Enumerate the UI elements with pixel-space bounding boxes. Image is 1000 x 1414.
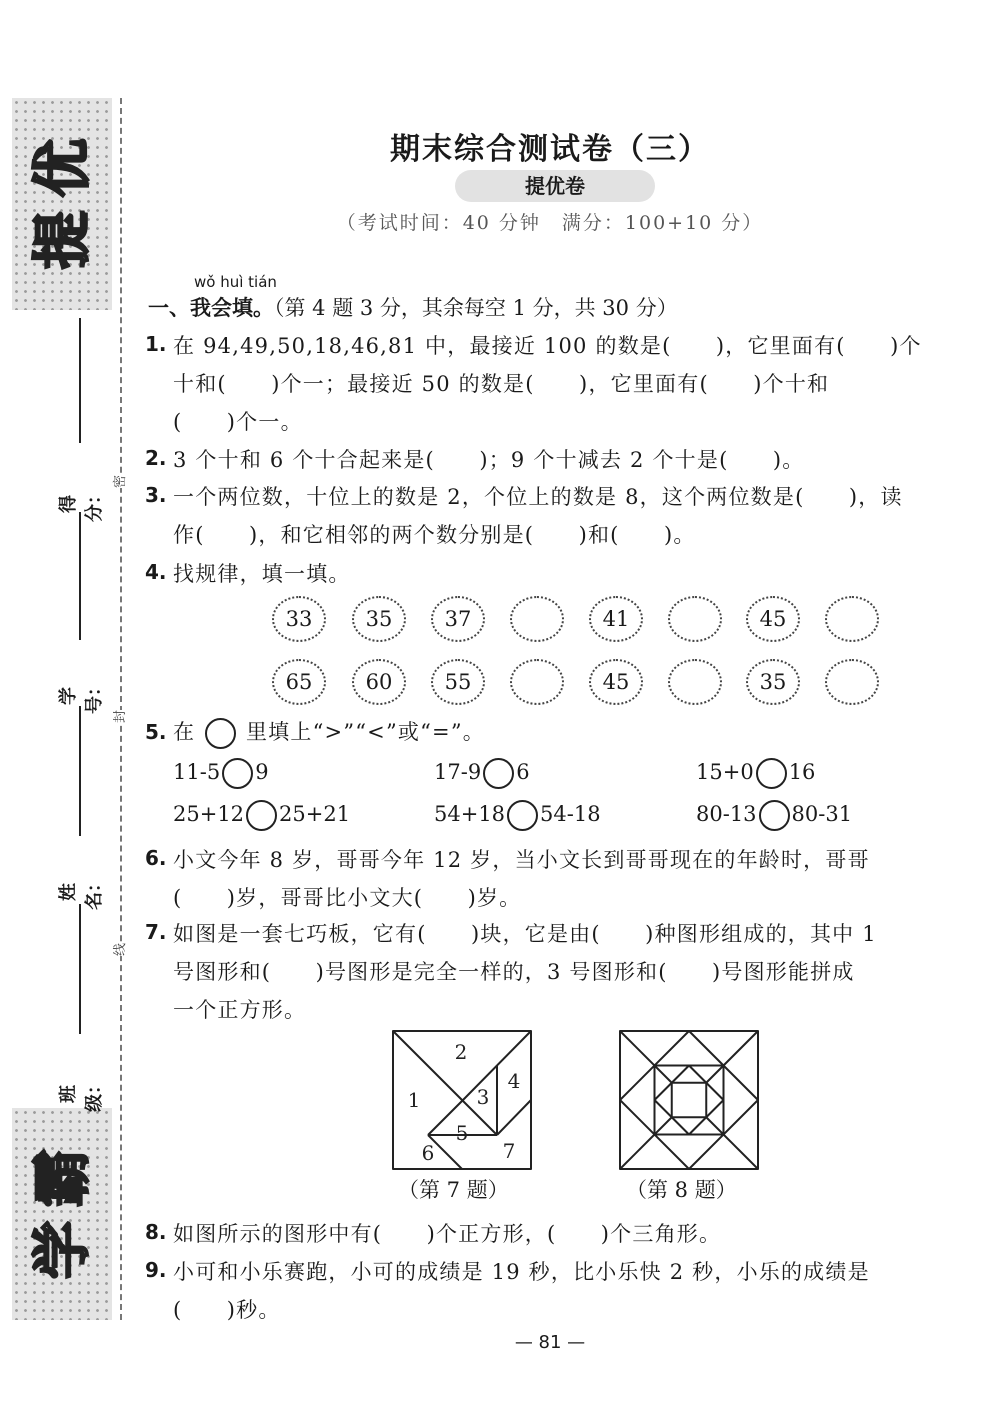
compare-item bbox=[434, 758, 530, 789]
q6-line-2: ( )岁，哥哥比小文大( )岁。 bbox=[173, 886, 522, 910]
compare-item bbox=[696, 758, 815, 789]
class-label: 班级： bbox=[58, 1076, 105, 1112]
seal-mark-feng: 封 bbox=[109, 710, 128, 723]
badge-top-char-0: 提 bbox=[27, 210, 96, 270]
subtitle-badge: 提优卷 bbox=[455, 170, 655, 202]
pattern-blank-circle[interactable] bbox=[668, 659, 722, 705]
question-number: 9. bbox=[145, 1258, 167, 1282]
q5-text-after: 里填上“>”“<”或“=”。 bbox=[245, 720, 485, 744]
badge-bottom-char-1: 霸 bbox=[27, 1148, 96, 1208]
badge-bottom-char-0: 学 bbox=[27, 1220, 96, 1280]
tangram-label-7: 7 bbox=[502, 1139, 516, 1163]
blank-line bbox=[79, 512, 81, 640]
answer-circle[interactable] bbox=[222, 758, 253, 789]
section-note: （第 4 题 3 分，其余每空 1 分，共 30 分） bbox=[274, 296, 678, 320]
compare-left: 17-9 bbox=[434, 760, 482, 784]
compare-right: 25+21 bbox=[279, 802, 351, 826]
q8-line-1: 如图所示的图形中有( )个正方形，( )个三角形。 bbox=[173, 1222, 722, 1246]
compare-right: 54-18 bbox=[540, 802, 601, 826]
question-number: 3. bbox=[145, 483, 167, 507]
compare-right: 9 bbox=[255, 760, 269, 784]
pattern-circle: 37 bbox=[431, 596, 485, 642]
student-id-label: 学号： bbox=[58, 678, 105, 714]
figure-7-caption: （第 7 题） bbox=[398, 1178, 509, 1202]
pattern-circle: 45 bbox=[589, 659, 643, 705]
tangram-label-6: 6 bbox=[421, 1141, 435, 1165]
compare-item bbox=[434, 800, 601, 831]
blank-line bbox=[79, 904, 81, 1034]
q1-line-1: 在 94,49,50,18,46,81 中，最接近 100 的数是( )，它里面有( )个 bbox=[173, 334, 922, 358]
page-title: 期末综合测试卷（三） bbox=[390, 132, 710, 167]
answer-circle[interactable] bbox=[246, 800, 277, 831]
figure-8-caption: （第 8 题） bbox=[626, 1178, 737, 1202]
answer-circle[interactable] bbox=[759, 800, 790, 831]
section-heading bbox=[148, 292, 678, 322]
question-number: 7. bbox=[145, 920, 167, 944]
q3-line-2: 作( )，和它相邻的两个数分别是( )和( )。 bbox=[173, 523, 696, 547]
pattern-circle: 65 bbox=[272, 659, 326, 705]
question-number: 2. bbox=[145, 446, 167, 470]
seal-mark-xian: 线 bbox=[109, 943, 128, 956]
blank-line bbox=[79, 318, 81, 443]
answer-circle[interactable] bbox=[756, 758, 787, 789]
page-number: — 81 — bbox=[514, 1332, 586, 1353]
section-title: 一、我会填。 bbox=[148, 296, 274, 320]
q9-line-2: ( )秒。 bbox=[173, 1298, 281, 1322]
question-number: 8. bbox=[145, 1220, 167, 1244]
seal-mark-mi: 密 bbox=[109, 475, 128, 488]
nested-squares-figure bbox=[619, 1030, 759, 1170]
q6-line-1: 小文今年 8 岁，哥哥今年 12 岁，当小文长到哥哥现在的年龄时，哥哥 bbox=[173, 848, 870, 872]
q9-line-1: 小可和小乐赛跑，小可的成绩是 19 秒，比小乐快 2 秒，小乐的成绩是 bbox=[173, 1260, 870, 1284]
pattern-blank-circle[interactable] bbox=[668, 596, 722, 642]
compare-left: 15+0 bbox=[696, 760, 754, 784]
compare-circle-icon bbox=[205, 718, 236, 749]
compare-item bbox=[173, 800, 350, 831]
tangram-label-2: 2 bbox=[454, 1040, 468, 1064]
compare-right: 6 bbox=[516, 760, 530, 784]
question-number: 5. bbox=[145, 720, 167, 744]
pattern-blank-circle[interactable] bbox=[510, 659, 564, 705]
compare-item bbox=[173, 758, 269, 789]
q1-line-2: 十和( )个一；最接近 50 的数是( )，它里面有( )个十和 bbox=[173, 372, 830, 396]
pattern-circle: 33 bbox=[272, 596, 326, 642]
pattern-circle: 41 bbox=[589, 596, 643, 642]
pinyin-annotation: wǒ huì tián bbox=[194, 273, 277, 291]
pattern-circle: 45 bbox=[746, 596, 800, 642]
q5-text-before: 在 bbox=[173, 720, 196, 744]
pattern-circle: 35 bbox=[352, 596, 406, 642]
answer-circle[interactable] bbox=[483, 758, 514, 789]
tangram-label-4: 4 bbox=[507, 1069, 521, 1093]
q2-line-1: 3 个十和 6 个十合起来是( )；9 个十减去 2 个十是( )。 bbox=[173, 448, 805, 472]
q3-line-1: 一个两位数，十位上的数是 2，个位上的数是 8，这个两位数是( )，读 bbox=[173, 485, 903, 509]
tangram-label-3: 3 bbox=[476, 1085, 490, 1109]
pattern-circle: 35 bbox=[746, 659, 800, 705]
blank-line bbox=[79, 706, 81, 836]
tangram-figure bbox=[392, 1030, 532, 1170]
q1-line-3: ( )个一。 bbox=[173, 410, 303, 434]
pattern-blank-circle[interactable] bbox=[825, 596, 879, 642]
question-number: 1. bbox=[145, 332, 167, 356]
question-number: 4. bbox=[145, 560, 167, 584]
tangram-label-5: 5 bbox=[455, 1121, 469, 1145]
badge-top-char-1: 优 bbox=[27, 138, 96, 198]
answer-circle[interactable] bbox=[507, 800, 538, 831]
pattern-circle: 60 bbox=[352, 659, 406, 705]
compare-left: 25+12 bbox=[173, 802, 245, 826]
tangram-label-1: 1 bbox=[407, 1088, 421, 1112]
q4-text: 找规律，填一填。 bbox=[173, 562, 351, 586]
compare-left: 11-5 bbox=[173, 760, 221, 784]
question-number: 6. bbox=[145, 846, 167, 870]
q7-line-1: 如图是一套七巧板，它有( )块，它是由( )种图形组成的，其中 1 bbox=[173, 922, 877, 946]
q7-line-3: 一个正方形。 bbox=[173, 998, 307, 1022]
pattern-blank-circle[interactable] bbox=[825, 659, 879, 705]
badge-bottom bbox=[12, 1108, 112, 1320]
compare-left: 80-13 bbox=[696, 802, 757, 826]
pattern-circle: 55 bbox=[431, 659, 485, 705]
compare-item bbox=[696, 800, 852, 831]
q5-text bbox=[173, 716, 485, 749]
score-label: 得分： bbox=[58, 486, 105, 522]
pattern-blank-circle[interactable] bbox=[510, 596, 564, 642]
exam-info: （考试时间：40 分钟 满分：100+10 分） bbox=[336, 212, 764, 234]
compare-right: 80-31 bbox=[791, 802, 853, 826]
name-label: 姓名： bbox=[58, 874, 105, 910]
compare-left: 54+18 bbox=[434, 802, 506, 826]
compare-right: 16 bbox=[788, 760, 816, 784]
q7-line-2: 号图形和( )号图形是完全一样的，3 号图形和( )号图形能拼成 bbox=[173, 960, 855, 984]
